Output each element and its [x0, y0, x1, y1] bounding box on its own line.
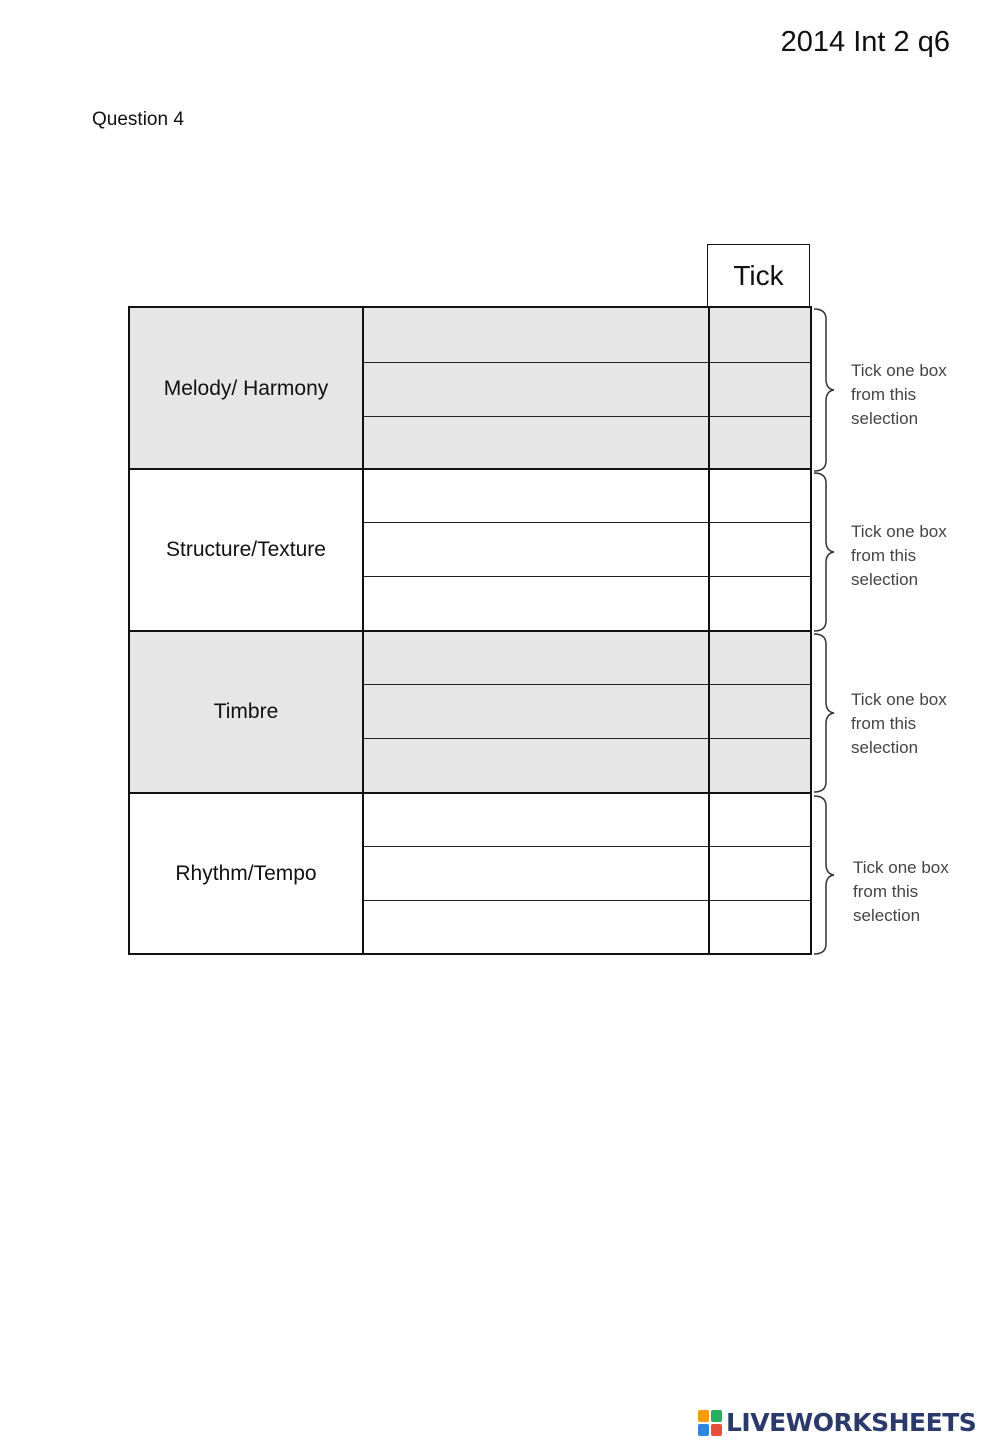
table-row: [364, 846, 810, 900]
answer-rows: [364, 632, 810, 792]
table-row: [364, 576, 810, 630]
table-row: [364, 684, 810, 738]
logo-blocks-icon: [698, 1410, 722, 1436]
question-label: Question 4: [92, 109, 184, 130]
section-rhythm-tempo: [130, 792, 810, 953]
tick-box[interactable]: [710, 794, 810, 848]
table-row: [364, 362, 810, 416]
selection-note: Tick one box from this selection: [851, 690, 947, 757]
concept-table: [128, 306, 812, 955]
selection-note: Tick one box from this selection: [851, 361, 947, 428]
category-label: Structure/Texture: [130, 470, 364, 630]
category-label: Timbre: [130, 632, 364, 792]
tick-box[interactable]: [710, 739, 810, 792]
category-label: Rhythm/Tempo: [130, 794, 364, 953]
tick-box[interactable]: [710, 417, 810, 470]
category-label: Melody/ Harmony: [130, 308, 364, 470]
tick-box[interactable]: [710, 847, 810, 900]
tick-box[interactable]: [710, 577, 810, 630]
answer-rows: [364, 470, 810, 630]
section-melody-harmony: [130, 308, 810, 470]
section-structure-texture: [130, 468, 810, 630]
answer-rows: [364, 308, 810, 470]
section-timbre: [130, 630, 810, 792]
tick-box[interactable]: [710, 632, 810, 686]
answer-cell[interactable]: [364, 901, 710, 954]
tick-box[interactable]: [710, 363, 810, 416]
answer-cell[interactable]: [364, 685, 710, 738]
answer-cell[interactable]: [364, 417, 710, 470]
answer-cell[interactable]: [364, 794, 710, 848]
answer-cell[interactable]: [364, 308, 710, 362]
answer-cell[interactable]: [364, 363, 710, 416]
tick-column-header: Tick: [707, 244, 810, 307]
table-row: [364, 470, 810, 524]
tick-box[interactable]: [710, 470, 810, 524]
table-row: [364, 522, 810, 576]
answer-cell[interactable]: [364, 632, 710, 686]
table-row: [364, 794, 810, 848]
brace-icon: [812, 471, 836, 633]
logo-text: LIVEWORKSHEETS: [726, 1408, 977, 1437]
answer-rows: [364, 794, 810, 953]
brace-icon: [812, 794, 836, 956]
answer-cell[interactable]: [364, 847, 710, 900]
table-row: [364, 416, 810, 470]
table-row: [364, 632, 810, 686]
tick-box[interactable]: [710, 901, 810, 954]
selection-note: Tick one box from this selection: [853, 858, 949, 925]
answer-cell[interactable]: [364, 739, 710, 792]
brace-icon: [812, 632, 836, 794]
table-row: [364, 308, 810, 362]
tick-box[interactable]: [710, 685, 810, 738]
answer-cell[interactable]: [364, 577, 710, 630]
answer-cell[interactable]: [364, 470, 710, 524]
brace-icon: [812, 307, 836, 473]
reference-code: 2014 Int 2 q6: [780, 26, 950, 58]
tick-box[interactable]: [710, 308, 810, 362]
table-row: [364, 900, 810, 954]
table-row: [364, 738, 810, 792]
liveworksheets-logo: [698, 1408, 976, 1437]
selection-note: Tick one box from this selection: [851, 522, 947, 589]
answer-cell[interactable]: [364, 523, 710, 576]
tick-box[interactable]: [710, 523, 810, 576]
